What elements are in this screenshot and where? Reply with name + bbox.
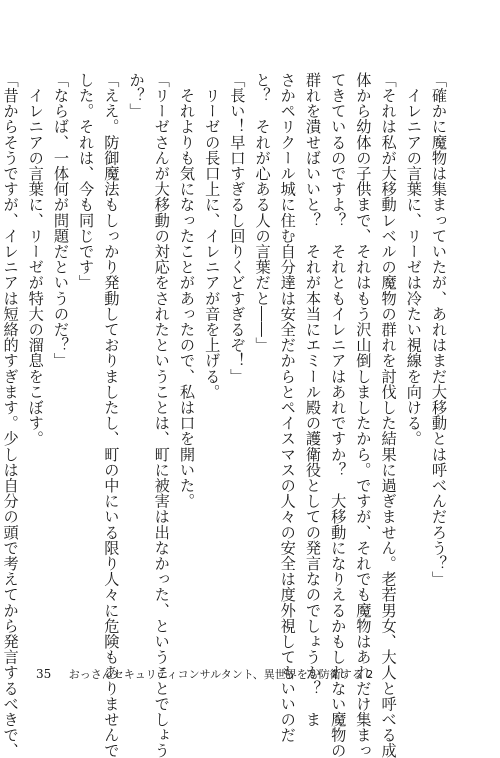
- text-line: それよりも気になったことがあったので、私は口を開いた。: [177, 72, 196, 509]
- text-line: リーゼの長口上に、イレニアが音を上げる。: [203, 72, 222, 400]
- text-line: 「ええ。防御魔法もしっかり発動しておりましたし、町の中にいる限り人々に危険もありませんで: [102, 72, 121, 758]
- text-line: 「リーゼさんが大移動の対応をされたということは、町に被害は出なかった、ということでしょう: [152, 72, 171, 758]
- text-line: した。それは、今も同じです」: [77, 72, 96, 291]
- text-line: さかペリクール城に住む自分達は安全だからとペイスマスの人々の安全は度外視してもいいのだ: [278, 72, 297, 743]
- text-line: 「ならば、一体何が問題だというのだ？」: [51, 72, 70, 369]
- page-footer: [36, 666, 373, 682]
- text-line: と？ それが心ある人の言葉だと――」: [253, 72, 272, 353]
- running-title: おっさんセキュリティコンサルタント、異世界をも防衛する 2: [68, 668, 374, 681]
- text-line: 体から幼体の子供まで、それはもう沢山倒しましたから。ですが、それでも魔物はあれだけ集まっ: [354, 72, 373, 758]
- text-line: 「それは私が大移動レベルの魔物の群れを討伐した結果に過ぎません。老若男女、大人と呼べる成: [379, 72, 398, 758]
- text-line: 「確かに魔物は集まっていたが、あれはまだ大移動とは呼べんだろう？」: [430, 72, 448, 587]
- page-number: 35: [36, 667, 52, 681]
- text-line: 群れを潰せばいいと？ それが本当にエミール殿の護衛役としての発言なのでしょうか？ ま: [303, 72, 322, 728]
- text-line: てきているのですよ？ それともイレニアはあれですか？ 大移動になりえるかもしれない魔物の: [329, 72, 348, 758]
- text-line: 「昔からそうですが、イレニアは短絡的すぎます。少しは自分の頭で考えてから発言するべきで、: [1, 72, 20, 758]
- text-line: イレニアの言葉に、リーゼは冷たい視線を向ける。: [404, 72, 423, 447]
- text-line: 「長い！早口すぎるし回りくどすぎるぞ！」: [228, 72, 247, 384]
- text-line: か？」: [127, 72, 146, 119]
- text-line: イレニアの言葉に、リーゼが特大の溜息をこぼす。: [26, 72, 45, 447]
